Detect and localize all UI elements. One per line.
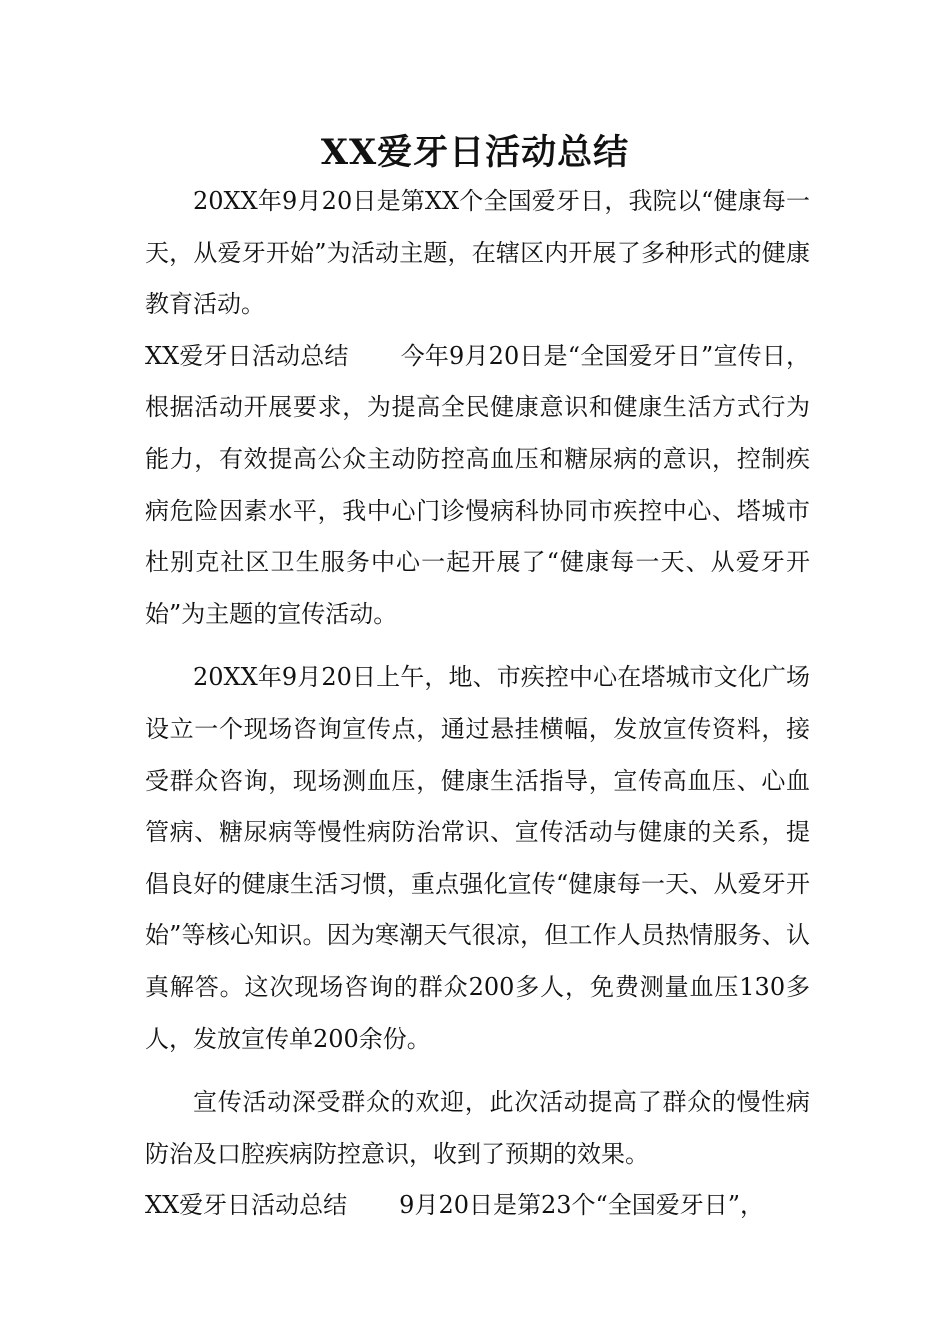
document-body	[145, 176, 810, 1232]
paragraph-2-text: 今年9月20日是“全国爱牙日”宣传日，根据活动开展要求，为提高全民健康意识和健康生活方式行为能力，有效提高公众主动防控高血压和糖尿病的意识，控制疾病危险因素水平，我中心门诊慢病科协同市疾控中心、塔城市杜别克社区卫生服务中心一起开展了“健康每一天、从爱牙开始”为主题的宣传活动。	[145, 341, 810, 628]
paragraph-3: 20XX年9月20日上午，地、市疾控中心在塔城市文化广场设立一个现场咨询宣传点，通过悬挂横幅，发放宣传资料，接受群众咨询，现场测血压，健康生活指导，宣传高血压、心血管病、糖尿病等慢性病防治常识、宣传活动与健康的关系，提倡良好的健康生活习惯，重点强化宣传“健康每一天、从爱牙开始”等核心知识。因为寒潮天气很凉，但工作人员热情服务、认真解答。这次现场咨询的群众200多人，免费测量血压130多人，发放宣传单200余份。	[145, 663, 810, 1053]
inline-heading-2: XX爱牙日活动总结	[145, 1191, 348, 1220]
document-title: XX爱牙日活动总结	[320, 132, 630, 173]
paragraph-5-text: 9月20日是第23个“全国爱牙日”，	[399, 1191, 765, 1220]
paragraph-5	[145, 1180, 810, 1232]
paragraph-1: 20XX年9月20日是第XX个全国爱牙日，我院以“健康每一天，从爱牙开始”为活动主题，在辖区内开展了多种形式的健康教育活动。	[145, 187, 810, 319]
paragraph-2	[145, 331, 810, 641]
inline-heading-1: XX爱牙日活动总结	[145, 341, 349, 370]
paragraph-4: 宣传活动深受群众的欢迎，此次活动提高了群众的慢性病防治及口腔疾病防控意识，收到了预期的效果。	[145, 1088, 810, 1168]
